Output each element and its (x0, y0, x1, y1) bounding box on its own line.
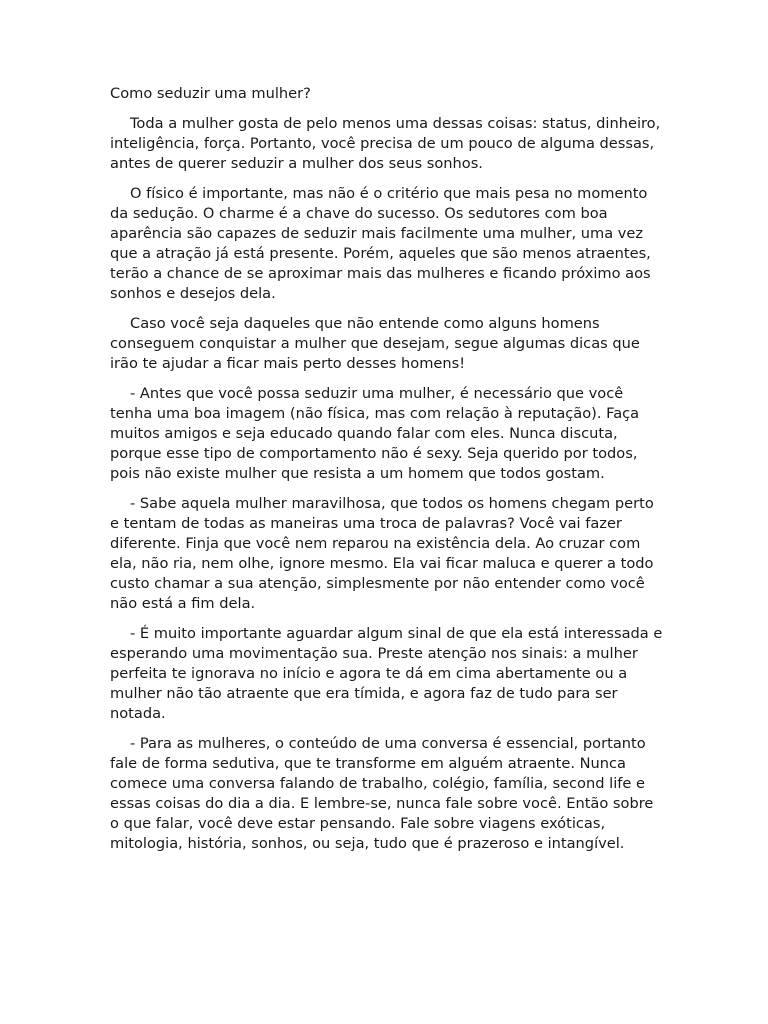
paragraph-4: - Antes que você possa seduzir uma mulher, é necessário que você tenha uma boa imagem (não física, mas com relação à reputação). Faça muitos amigos e seja educado quando falar com eles. Nunca discuta, porque esse tipo de comportamento não é sexy. Seja querido por todos, pois não existe mulher que resista a um homem que todos gostam. (110, 385, 640, 482)
paragraph-2: O físico é importante, mas não é o critério que mais pesa no momento da sedução. O charme é a chave do sucesso. Os sedutores com boa aparência são capazes de seduzir mais facilmente uma mulher, uma vez que a atração já está presente. Porém, aqueles que são menos atraentes, terão a chance de se aproximar mais das mulheres e ficando próximo aos sonhos e desejos dela. (110, 185, 651, 302)
paragraph-7: - Para as mulheres, o conteúdo de uma conversa é essencial, portanto fale de forma sedutiva, que te transforme em alguém atraente. Nunca comece uma conversa falando de trabalho, colégio, família, second life e essas coisas do dia a dia. E lembre-se, nunca fale sobre você. Então sobre o que falar, você deve estar pensando. Fale sobre viagens exóticas, mitologia, história, sonhos, ou seja, tudo que é prazeroso e intangível. (110, 735, 654, 852)
document-title: Como seduzir uma mulher? (110, 85, 311, 102)
document-page (110, 84, 666, 864)
paragraph-3: Caso você seja daqueles que não entende como alguns homens conseguem conquistar a mulher que desejam, segue algumas dicas que irão te ajudar a ficar mais perto desses homens! (110, 315, 640, 372)
paragraph-1: Toda a mulher gosta de pelo menos uma dessas coisas: status, dinheiro, inteligência, força. Portanto, você precisa de um pouco de alguma dessas, antes de querer seduzir a mulher dos seus sonhos. (110, 115, 661, 172)
paragraph-6: - É muito importante aguardar algum sinal de que ela está interessada e esperando uma movimentação sua. Preste atenção nos sinais: a mulher perfeita te ignorava no início e agora te dá em cima abertamente ou a mulher não tão atraente que era tímida, e agora faz de tudo para ser notada. (110, 625, 663, 722)
paragraph-5: - Sabe aquela mulher maravilhosa, que todos os homens chegam perto e tentam de todas as maneiras uma troca de palavras? Você vai fazer diferente. Finja que você nem reparou na existência dela. Ao cruzar com ela, não ria, nem olhe, ignore mesmo. Ela vai ficar maluca e querer a todo custo chamar a sua atenção, simplesmente por não entender como você não está a fim dela. (110, 495, 654, 612)
